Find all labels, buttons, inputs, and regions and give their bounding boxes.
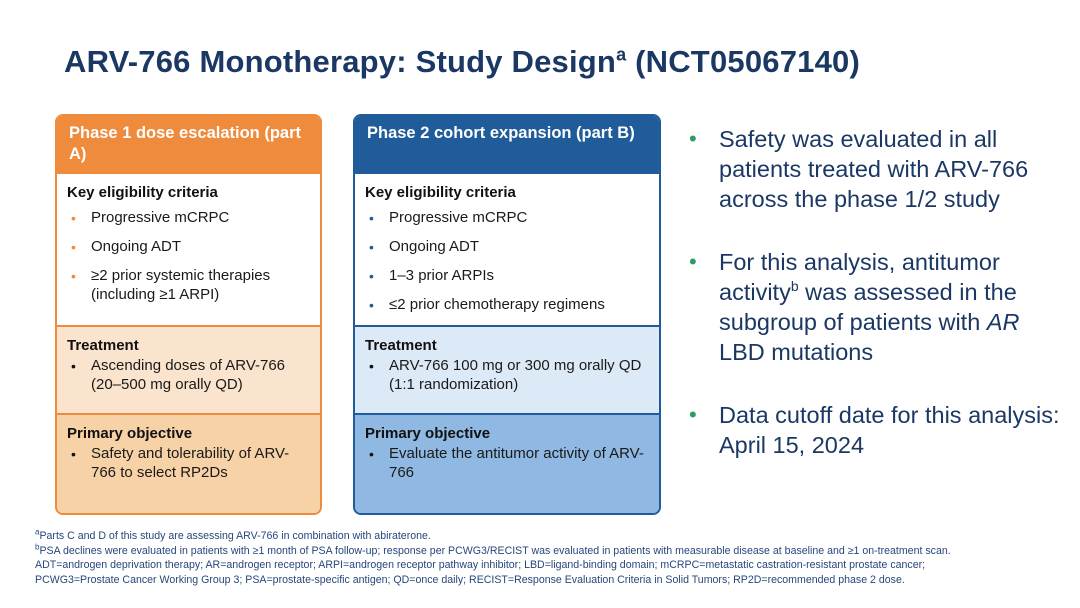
phase2-primary-objective-section (355, 413, 659, 513)
phase2-box-header: Phase 2 cohort expansion (part B) (355, 116, 659, 172)
phase2-treatment-heading: Treatment (365, 337, 437, 354)
list-item (67, 357, 312, 395)
list-item (365, 296, 651, 315)
phase2-treatment-list (365, 357, 651, 395)
list-item-text: ≤2 prior chemotherapy regimens (389, 295, 605, 313)
bullet-icon: • (689, 126, 697, 151)
summary-analysis-gene: AR (986, 309, 1020, 335)
summary-item-analysis (689, 247, 1067, 367)
bullet-icon: • (369, 238, 374, 255)
footnote-a (35, 529, 1055, 544)
summary-item-text: Data cutoff date for this analysis: April 15, 2024 (719, 402, 1060, 458)
phase2-primary-objective-list (365, 445, 651, 483)
bullet-icon: • (369, 446, 374, 462)
phase1-treatment-heading: Treatment (67, 337, 139, 354)
footnote-b (35, 541, 1055, 559)
summary-item-safety (689, 124, 1067, 214)
bullet-icon: • (369, 358, 374, 374)
phase1-primary-objective-list (67, 445, 312, 483)
list-item (365, 357, 651, 395)
phase2-treatment-section (355, 325, 659, 413)
bullet-icon: • (369, 267, 374, 284)
phase1-primary-objective-section (57, 413, 320, 513)
phase1-treatment-list (67, 357, 312, 395)
summary-analysis-pre: For this analysis, antitumor activity (719, 249, 1000, 305)
phase1-eligibility-section (57, 172, 320, 325)
list-item-text: Ongoing ADT (91, 237, 182, 255)
bullet-icon: • (71, 238, 76, 255)
bullet-icon: • (71, 267, 76, 284)
bullet-icon: • (71, 210, 76, 226)
summary-analysis-superscript: b (790, 278, 799, 295)
list-item-text: Ascending doses of ARV-766 (20–500 mg orally QD) (91, 357, 286, 393)
list-item-text: Safety and tolerability of ARV-766 to select RP2Ds (91, 445, 290, 481)
slide-title-superscript: a (616, 44, 627, 65)
footnote-abbreviations-2: PCWG3=Prostate Cancer Working Group 3; PSA=prostate-specific antigen; QD=once daily; RECIST=Response Evaluation Criteria in Solid Tumors; RP2D=recommended phase 2 dose. (35, 573, 905, 586)
summary-analysis-post: LBD mutations (719, 339, 874, 365)
list-item (365, 267, 651, 286)
list-item (67, 445, 312, 483)
slide-title-text: ARV-766 Monotherapy: Study Design (64, 44, 617, 79)
slide-title (64, 44, 860, 80)
list-item-text: ≥2 prior systemic therapies (including ≥1 ARPI) (91, 266, 271, 303)
footnotes (35, 529, 1055, 587)
bullet-icon: • (369, 210, 374, 226)
phase1-treatment-section (57, 325, 320, 413)
summary-item-text (719, 247, 1067, 367)
phase1-box-header: Phase 1 dose escalation (part A) (57, 116, 320, 172)
summary-item-cutoff (689, 400, 1067, 460)
footnote-a-text: Parts C and D of this study are assessing ARV-766 in combination with abiraterone. (39, 530, 431, 542)
list-item-text: ARV-766 100 mg or 300 mg orally QD (1:1 randomization) (389, 357, 642, 393)
phase2-eligibility-list (365, 209, 651, 315)
list-item (365, 445, 651, 483)
list-item-text: Ongoing ADT (389, 237, 480, 255)
phase2-primary-objective-heading: Primary objective (365, 425, 491, 442)
footnote-a-superscript: a (35, 527, 40, 537)
phase2-eligibility-section (355, 172, 659, 325)
summary-analysis-mid: was assessed in the subgroup of patients with (719, 279, 1017, 335)
bullet-icon: • (689, 402, 697, 427)
bullet-icon: • (689, 249, 697, 274)
summary-panel (689, 124, 1067, 493)
phase1-box (55, 114, 322, 515)
list-item (67, 209, 312, 228)
slide-title-nct: (NCT05067140) (626, 44, 860, 79)
list-item (365, 209, 651, 228)
phase2-eligibility-heading: Key eligibility criteria (365, 184, 516, 201)
footnote-b-superscript: b (35, 541, 40, 551)
bullet-icon: • (71, 446, 76, 462)
summary-item-text: Safety was evaluated in all patients treated with ARV-766 across the phase 1/2 study (719, 126, 1029, 212)
list-item-text: Evaluate the antitumor activity of ARV-766 (389, 445, 644, 481)
phase1-eligibility-list (67, 209, 312, 304)
list-item (67, 238, 312, 257)
list-item-text: 1–3 prior ARPIs (389, 266, 495, 284)
footnote-abbreviations-1: ADT=androgen deprivation therapy; AR=androgen receptor; ARPI=androgen receptor pathway inhibitor; LBD=ligand-binding domain; mCRPC=metastatic castration-resistant prostate cancer; (35, 559, 926, 571)
phase1-primary-objective-heading: Primary objective (67, 425, 193, 442)
bullet-icon: • (71, 358, 76, 374)
list-item-text: Progressive mCRPC (389, 209, 528, 226)
list-item (365, 238, 651, 257)
list-item (67, 267, 312, 305)
phase1-eligibility-heading: Key eligibility criteria (67, 184, 218, 201)
phase2-box (353, 114, 661, 515)
bullet-icon: • (369, 296, 374, 313)
footnote-b-text: PSA declines were evaluated in patients with ≥1 month of PSA follow-up; response per PCWG3/RECIST was evaluated in patients with measurable disease at baseline and ≥1 on-treatment scan. (39, 544, 951, 557)
list-item-text: Progressive mCRPC (91, 209, 230, 226)
